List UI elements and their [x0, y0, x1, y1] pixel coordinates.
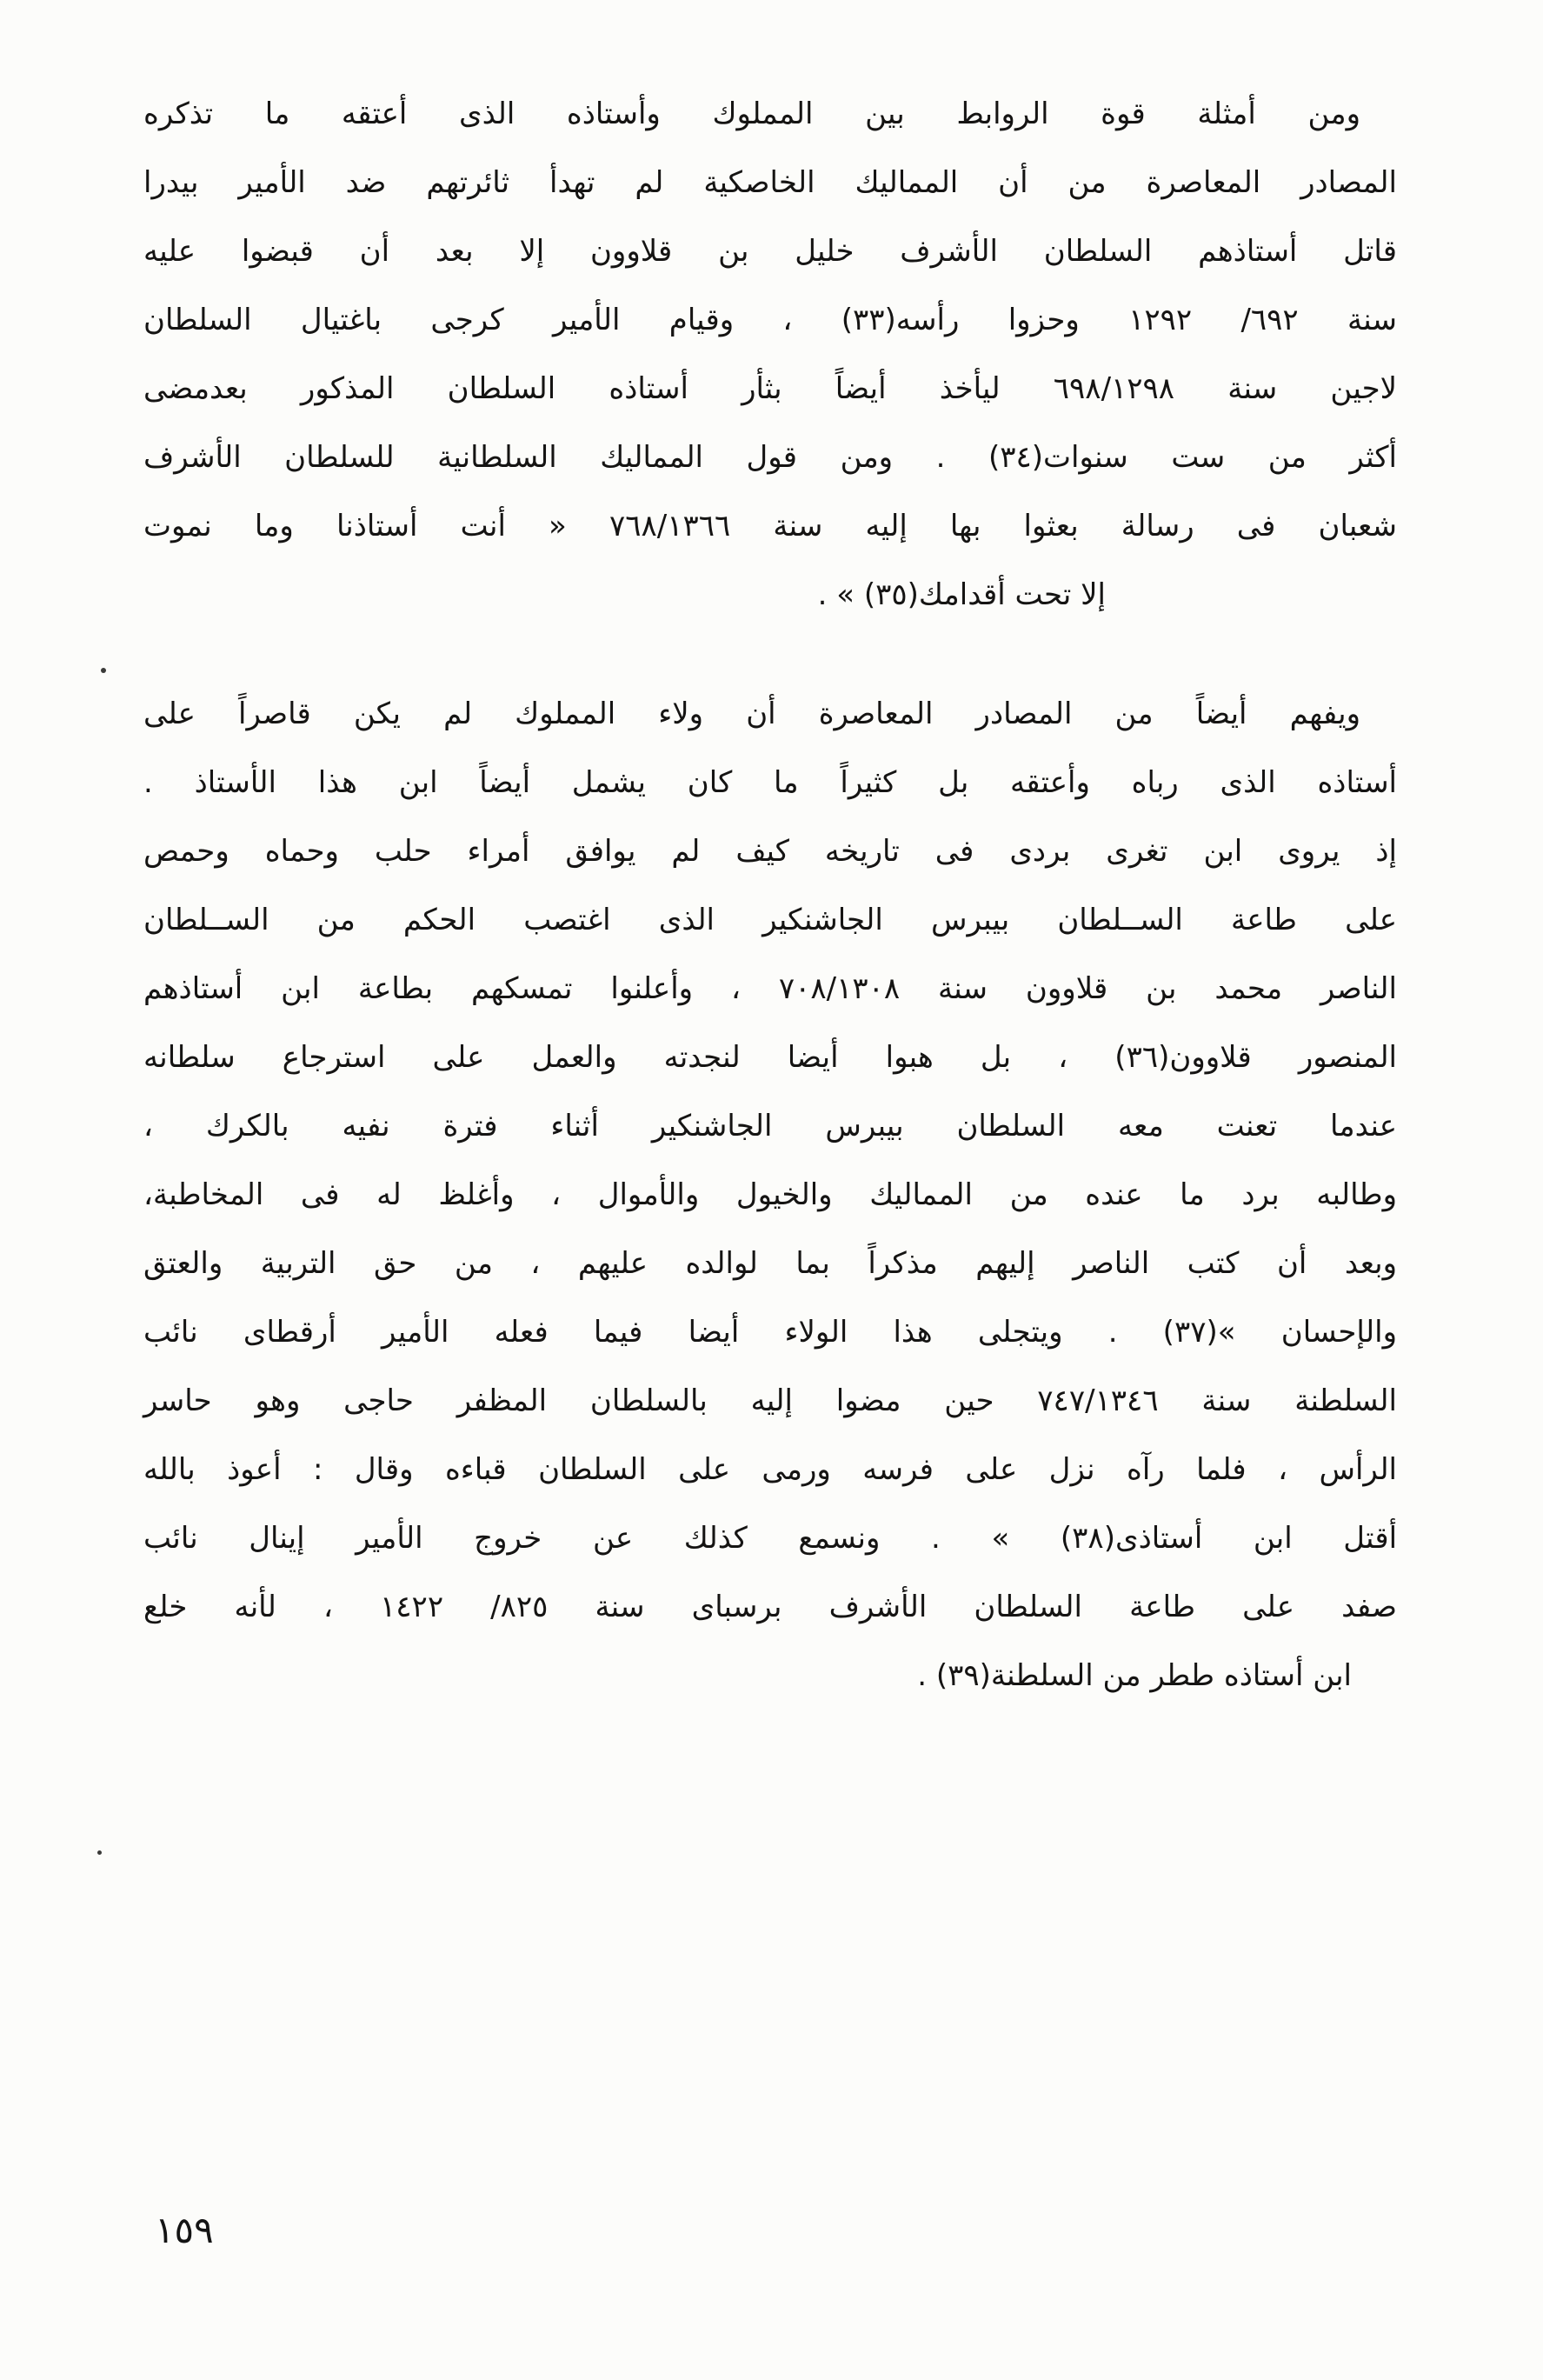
text-line: الرأس ، فلما رآه نزل على فرسه ورمى على السلطان قباءه وقال : أعوذ بالله [143, 1452, 1397, 1487]
text-line: شعبان فى رسالة بعثوا بها إليه سنة ٧٦٨/١٣٦٦ « أنت أستاذنا وما نموت [143, 509, 1397, 543]
text-line: ويفهم أيضاً من المصادر المعاصرة أن ولاء المملوك لم يكن قاصراً على [143, 697, 1360, 731]
text-line: لاجين سنة ٦٩٨/١٢٩٨ ليأخذ أيضاً بثأر أستاذه السلطان المذكور بعدمضى [143, 371, 1397, 406]
text-line: وبعد أن كتب الناصر إليهم مذكراً بما لوالده عليهم ، من حق التربية والعتق [143, 1246, 1397, 1281]
text-line: المنصور قلاوون(٣٦) ، بل هبوا أيضا لنجدته والعمل على استرجاع سلطانه [143, 1040, 1398, 1075]
page-number: ١٥٩ [155, 2209, 214, 2251]
paragraph [143, 80, 1397, 630]
text-block [143, 80, 1397, 1710]
text-line: سنة ٦٩٢/ ١٢٩٢ وحزوا رأسه(٣٣) ، وقيام الأمير كرجى باغتيال السلطان [143, 303, 1397, 337]
text-line: على طاعة الســلطان بيبرس الجاشنكير الذى اغتصب الحكم من الســلطان [143, 903, 1397, 937]
text-line: أكثر من ست سنوات(٣٤) . ومن قول المماليك السلطانية للسلطان الأشرف [143, 440, 1398, 475]
text-line: أستاذه الذى رباه وأعتقه بل كثيراً ما كان يشمل أيضاً ابن هذا الأستاذ . [143, 765, 1397, 800]
text-line: وطالبه برد ما عنده من المماليك والخيول والأموال ، وأغلظ له فى المخاطبة، [143, 1177, 1397, 1212]
text-line: صفد على طاعة السلطان الأشرف برسباى سنة ٨٢٥/ ١٤٢٢ ، لأنه خلع [143, 1590, 1397, 1624]
text-line: السلطنة سنة ٧٤٧/١٣٤٦ حين مضوا إليه بالسلطان المظفر حاجى وهو حاسر [143, 1383, 1397, 1418]
text-line: والإحسان »(٣٧) . ويتجلى هذا الولاء أيضا فيما فعله الأمير أرقطاى نائب [143, 1315, 1397, 1350]
paragraph [143, 680, 1397, 1710]
scan-speck [101, 668, 106, 673]
text-line: الناصر محمد بن قلاوون سنة ٧٠٨/١٣٠٨ ، وأعلنوا تمسكهم بطاعة ابن أستاذهم [143, 971, 1397, 1006]
text-line: ابن أستاذه ططر من السلطنة(٣٩) . [917, 1658, 1352, 1693]
text-line: المصادر المعاصرة من أن المماليك الخاصكية لم تهدأ ثائرتهم ضد الأمير بيدرا [143, 165, 1397, 200]
text-line: ومن أمثلة قوة الروابط بين المملوك وأستاذه الذى أعتقه ما تذكره [143, 97, 1360, 131]
text-line: إذ يروى ابن تغرى بردى فى تاريخه كيف لم يوافق أمراء حلب وحماه وحمص [143, 834, 1397, 869]
scan-speck [97, 1850, 102, 1855]
text-line: أقتل ابن أستاذى(٣٨) » . ونسمع كذلك عن خروج الأمير إينال نائب [143, 1521, 1398, 1556]
text-line: عندما تعنت معه السلطان بيبرس الجاشنكير أثناء فترة نفيه بالكرك ، [143, 1109, 1397, 1143]
text-line: إلا تحت أقدامك(٣٥) » . [817, 577, 1106, 612]
text-line: قاتل أستاذهم السلطان الأشرف خليل بن قلاوون إلا بعد أن قبضوا عليه [143, 234, 1397, 269]
